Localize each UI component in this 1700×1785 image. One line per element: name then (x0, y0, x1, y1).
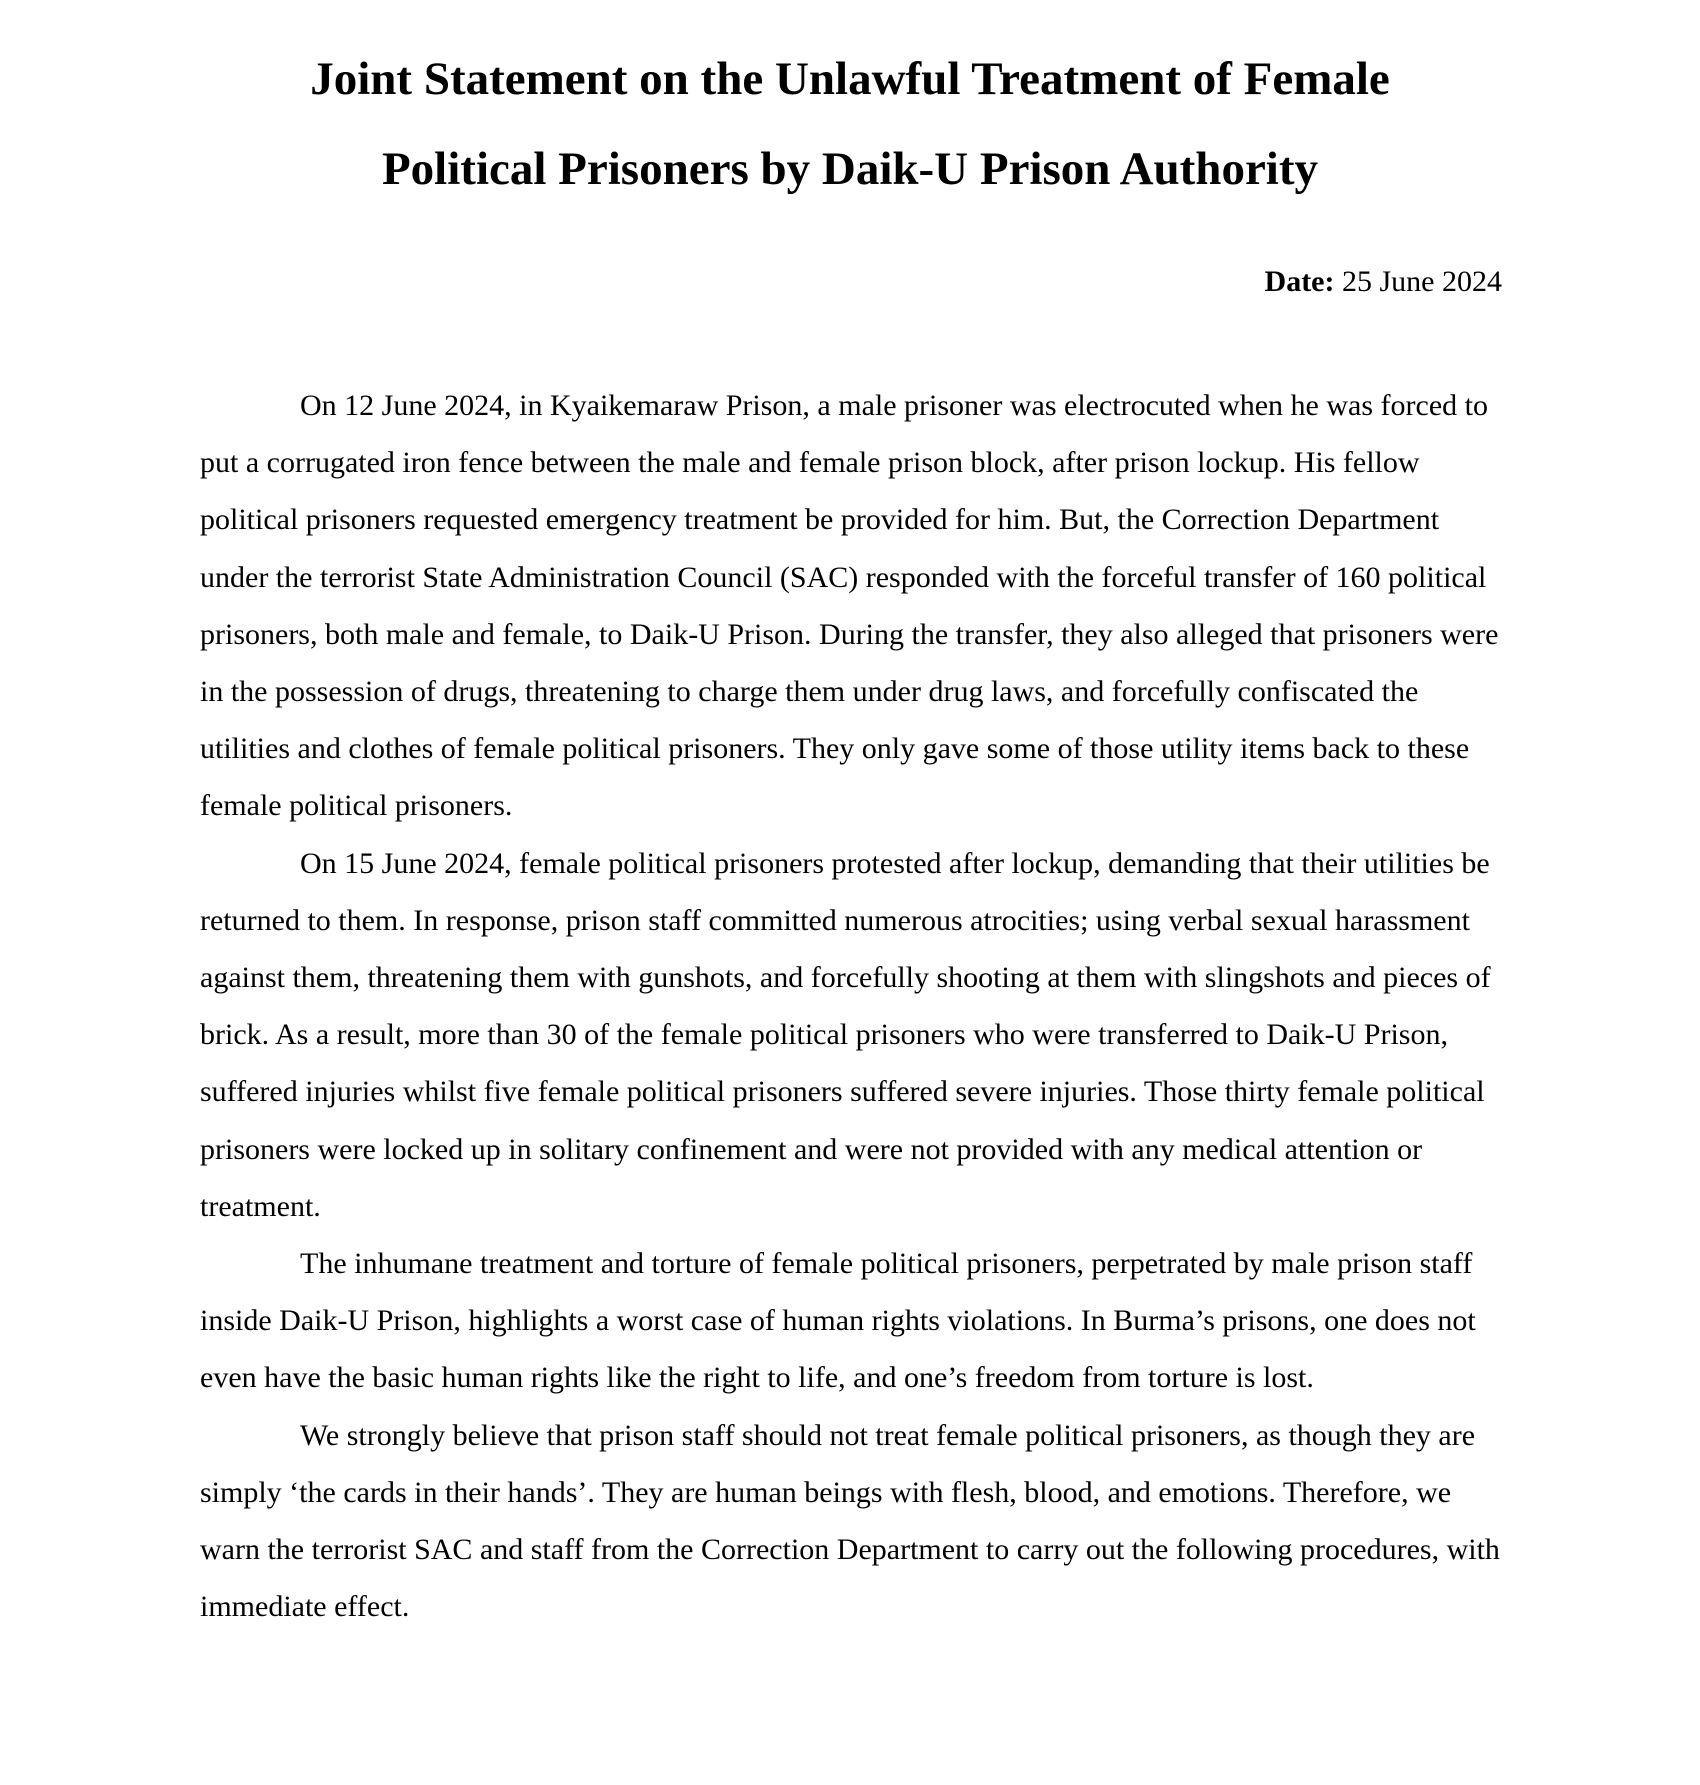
document-title (0, 34, 1700, 214)
paragraph-2: On 15 June 2024, female political prisoners protested after lockup, demanding that their utilities be returned to them. In response, prison staff committed numerous atrocities; using verbal sexual harassment against them, threatening them with gunshots, and forcefully shooting at them with slingshots and pieces of brick. As a result, more than 30 of the female political prisoners who were transferred to Daik-U Prison, suffered injuries whilst five female political prisoners suffered severe injuries. Those thirty female political prisoners were locked up in solitary confinement and were not provided with any medical attention or treatment. (200, 846, 1491, 1223)
title-line-2: Political Prisoners by Daik-U Prison Authority (381, 143, 1319, 195)
statement-body (200, 377, 1500, 1635)
paragraph-3: The inhumane treatment and torture of female political prisoners, perpetrated by male prison staff inside Daik-U Prison, highlights a worst case of human rights violations. In Burma’s prisons, one does not even have the basic human rights like the right to life, and one’s freedom from torture is lost. (200, 1247, 1476, 1395)
paragraph-4: We strongly believe that prison staff should not treat female political prisoners, as though they are simply ‘the cards in their hands’. They are human beings with flesh, blood, and emotions. Therefore, we warn the terrorist SAC and staff from the Correction Department to carry out the following procedures, with immediate effect. (200, 1418, 1500, 1624)
statement-date (1265, 262, 1502, 302)
title-line-1: Joint Statement on the Unlawful Treatment of Female (310, 53, 1390, 105)
date-value: 25 June 2024 (1342, 265, 1502, 298)
paragraph-1: On 12 June 2024, in Kyaikemaraw Prison, a male prisoner was electrocuted when he was forced to put a corrugated iron fence between the male and female prison block, after prison lockup. His fellow political prisoners requested emergency treatment be provided for him. But, the Correction Department under the terrorist State Administration Council (SAC) responded with the forceful transfer of 160 political prisoners, both male and female, to Daik-U Prison. During the transfer, they also alleged that prisoners were in the possession of drugs, threatening to charge them under drug laws, and forcefully confiscated the utilities and clothes of female political prisoners. They only gave some of those utility items back to these female political prisoners. (200, 389, 1499, 823)
date-label: Date: (1264, 265, 1335, 298)
